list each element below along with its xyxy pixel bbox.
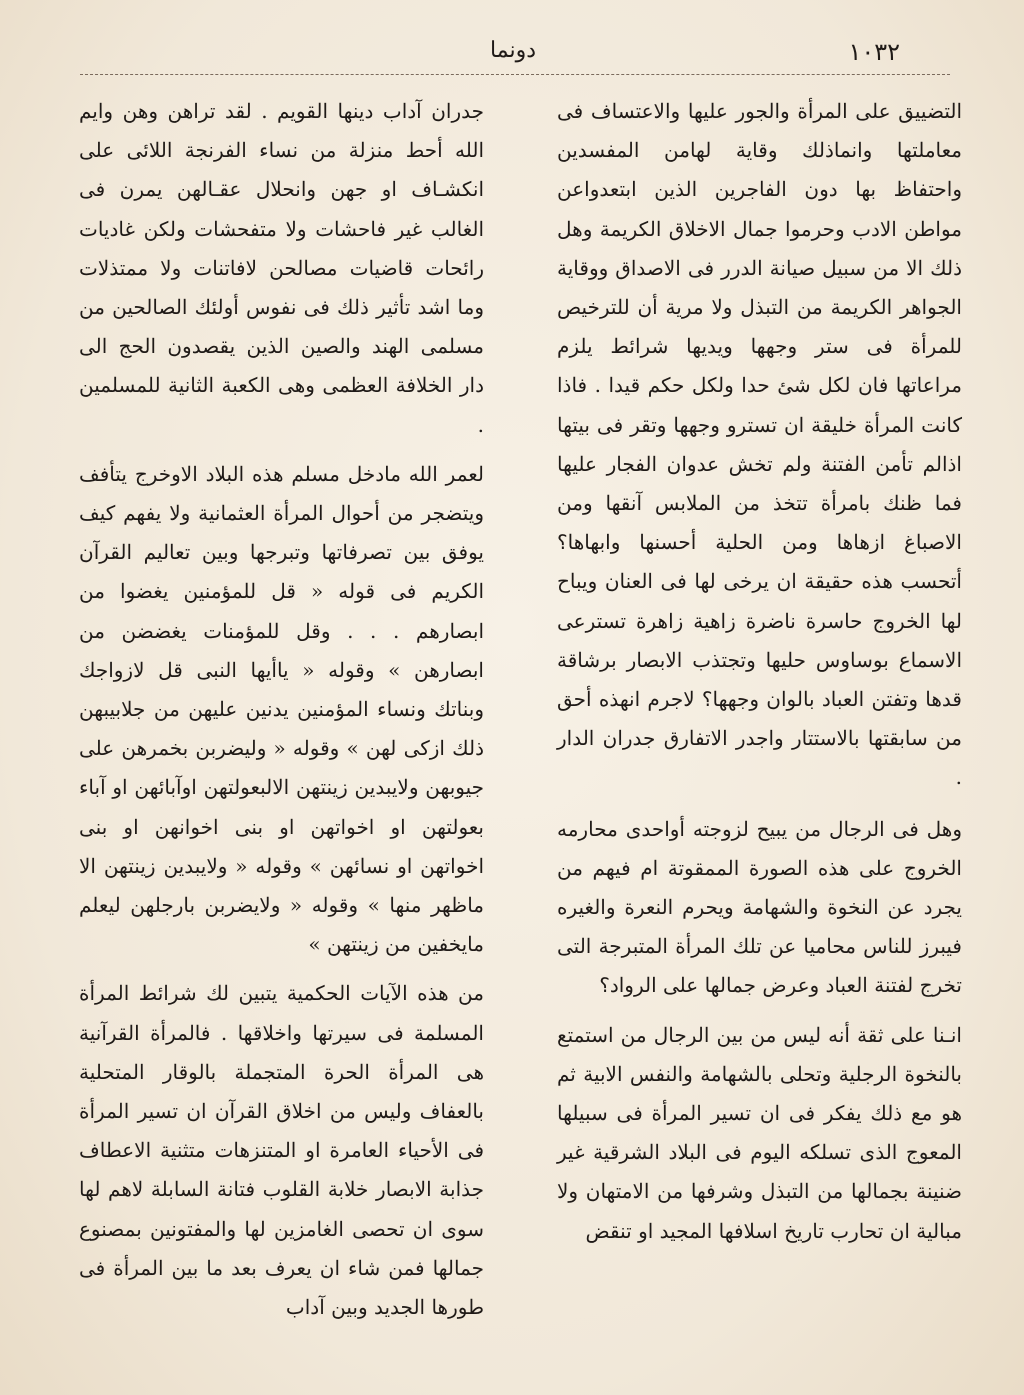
- paragraph: من هذه الآيات الحكمية يتبين لك شرائط المرأة المسلمة فى سيرتها واخلاقها . فالمرأة القرآنية هى المرأة الحرة المتجملة بالوقار المتحلية بالعفاف وليس من اخلاق القرآن ان تسير المرأة فى الأحياء العامرة او المتنزهات متثنية الاعطاف جذابة الابصار خلابة القلوب فتانة السابلة لاهم لها سوى ان تحصى الغامزين لها والمفتونين بمصنوع جمالها فمن شاء ان يعرف بعد ما بين المرأة فى طورها الجديد وبين آداب: [79, 981, 484, 1320]
- paragraph: لعمر الله مادخل مسلم هذه البلاد الاوخرج يتأفف ويتضجر من أحوال المرأة العثمانية ولا يفهم كيف يوفق بين تصرفاتها وتبرجها وبين تعاليم القرآن الكريم فى قوله « قل للمؤمنين يغضوا من ابصارهم . . . وقل للمؤمنات يغضضن من ابصارهن » وقوله « ياأيها النبى قل لازواجك وبناتك ونساء المؤمنين يدنين عليهن من جلابيبهن ذلك ازكى لهن » وقوله « وليضربن بخمرهن على جيوبهن ولايبدين زينتهن الالبعولتهن اوآبائهن او آباء بعولتهن او اخواتهن او بنى اخوانهن او بنى اخواتهن او نسائهن » وقوله « ولايبدين زينتهن الا ماظهر منها » وقوله « ولايضربن بارجلهن ليعلم مايخفين من زينتهن »: [79, 461, 484, 957]
- paragraph: انـنا على ثقة أنه ليس من بين الرجال من استمتع بالنخوة الرجلية وتحلى بالشهامة والنفس الابية ثم هو مع ذلك يفكر فى ان تسير المرأة فى سبيلها المعوج الذى تسلكه اليوم فى البلاد الشرقية غير ضنينة بجمالها من التبذل وشرفها من الامتهان ولا مبالية ان تحارب تاريخ اسلافها المجيد او تنقض: [557, 1022, 962, 1243]
- paragraph: التضييق على المرأة والجور عليها والاعتساف فى معاملتها وانماذلك وقاية لهامن المفسدين واحتفاظ بها دون الفاجرين الذين ابتعدواعن مواطن الادب وحرموا جمال الاخلاق الكريمة وهل ذلك الا من سبيل صيانة الدرر فى الاصداق ووقاية الجواهر الكريمة من التبذل ولا مرية أن للترخيص للمرأة فى ستر وجهها ويديها شرائط يلزم مراعاتها فان لكل شئ حدا ولكل حكم قيدا . فاذا كانت المرأة خليقة ان تسترو وجهها وتقر فى بيتها اذالم تأمن الفتنة ولم تخش عدوان الفجار عليها فما ظنك بامرأة تتخذ من الملابس آنقها ومن الاصباغ ازهاها ومن الحلية أحسنها وابهاها؟ أتحسب هذه حقيقة ان يرخى لها فى العنان ويباح لها الخروج حاسرة ناضرة زاهية زاهرة تسترعى الاسماع بوساوس حليها وتجتذب الابصار برشاقة قدها وتفتن العباد بالوان وجهها؟ لاجرم انهذه أحق من سابقتها بالاستتار واجدر الاتفارق جدران الدار .: [557, 99, 962, 790]
- paragraph: وهل فى الرجال من يبيح لزوجته أواحدى محارمه الخروج على هذه الصورة الممقوتة ام فيهم من يجرد عن النخوة والشهامة ويحرم النعرة والغيره فيبرز للناس محاميا عن تلك المرأة المتبرجة التى تخرج لفتنة العباد وعرض جمالها على الرواد؟: [557, 816, 962, 998]
- left-column: [79, 92, 484, 1337]
- running-title: دونما: [490, 38, 536, 63]
- page-number: ١٠٣٢: [848, 38, 900, 66]
- paragraph: جدران آداب دينها القويم . لقد تراهن وهن وايم الله أحط منزلة من نساء الفرنجة اللائى على انكشـاف او جهن وانحلال عقـالهن يمرن فى الغالب غير فاحشات ولا متفحشات ولكن غاديات رائحات قاضيات مصالحن لافاتنات ولا ممتذلات وما اشد تأثير ذلك فى نفوس أولئك الصالحين من مسلمى الهند والصين الذين يقصدون الحج الى دار الخلافة العظمى وهى الكعبة الثانية للمسلمين .: [79, 99, 484, 437]
- right-column: [557, 92, 962, 1261]
- header-divider: [80, 74, 950, 75]
- page-header: [60, 30, 960, 70]
